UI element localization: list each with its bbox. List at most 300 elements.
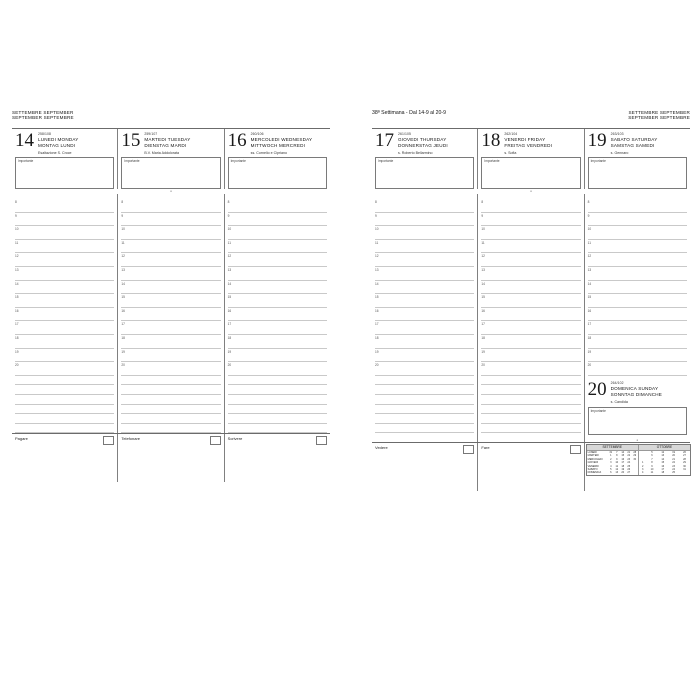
hour-label: 18 [481,335,485,340]
hour-label: 17 [227,322,232,327]
footer-cell-vedere[interactable] [372,443,477,491]
hour-label: 11 [227,240,231,245]
day-names-14-b: MONTAG LUNDI [38,143,76,149]
footer-cell-telefonare[interactable] [117,434,223,482]
hour-row[interactable] [228,267,327,281]
mini-cell: 31 [683,467,686,471]
hour-label: 14 [481,281,485,286]
hour-label: 14 [587,281,592,286]
hours-list-18 [478,199,583,376]
mini-cell: 14 [621,450,625,454]
mini-cell: 11 [650,471,654,475]
footer-label-vedere: Vedere [375,444,388,450]
mini-day-label: LUNEDI [587,450,597,454]
hour-label: 10 [15,227,19,232]
mini-cell: 8 [616,454,618,458]
note-line[interactable] [15,385,114,395]
hour-row[interactable] [375,349,474,363]
hour-row[interactable] [15,362,114,376]
hour-row[interactable] [588,281,687,295]
hour-row[interactable] [588,294,687,308]
hour-label: 15 [15,295,19,300]
hour-row[interactable] [588,321,687,335]
hour-row[interactable] [375,267,474,281]
mini-cell: 19 [621,467,625,471]
notes-lines-16[interactable] [225,376,330,434]
notes-lines-17[interactable] [372,376,477,434]
day-column-17[interactable] [372,129,477,189]
hour-row[interactable] [588,213,687,227]
hour-row[interactable] [15,321,114,335]
mini-day-label: SABATO [587,467,598,471]
mini-cell: 20 [672,454,676,458]
important-label-14: Importante [18,159,34,163]
day-column-14[interactable] [12,129,117,189]
hour-label: 12 [481,254,485,259]
hour-label: 9 [587,213,590,218]
right-day-headers [372,129,690,189]
notes-lines-18[interactable] [478,376,583,434]
left-footer [12,433,330,482]
left-hour-grid [12,194,330,433]
hour-label: 11 [121,240,125,245]
day-names-19-a: SABATO SATURDAY [610,137,658,142]
hour-label: 9 [227,213,230,218]
hour-row[interactable] [375,362,474,376]
hour-row[interactable] [15,213,114,227]
note-line[interactable] [121,414,220,424]
hour-label: 12 [15,254,19,259]
note-line[interactable] [228,405,327,415]
mini-calendar-month-2: OTTOBRE [639,445,690,451]
hour-row[interactable] [375,321,474,335]
mini-cell: 9 [616,457,618,461]
hour-row[interactable] [228,308,327,322]
mini-cell: 30 [683,464,686,468]
mini-day-label: MERCOLEDI [587,457,603,461]
mini-cell: 16 [621,457,625,461]
hour-row[interactable] [481,213,580,227]
hour-row[interactable] [15,199,114,213]
check-icon [570,445,581,454]
mini-cell: 10 [615,461,619,465]
day-names-17-a: GIOVEDI THURSDAY [398,137,447,142]
hour-label: 9 [15,213,17,218]
hour-label: 18 [15,335,19,340]
hour-row[interactable] [588,335,687,349]
mini-calendars [586,444,691,476]
important-label-19: Importante [590,159,606,163]
footer-label-pagare: Pagare [15,436,28,442]
hour-label: 16 [15,308,19,313]
hour-label: 13 [227,267,232,272]
mini-cell: 13 [615,471,619,475]
mini-cell: 12 [615,467,619,471]
notes-lines-14[interactable] [12,376,117,434]
hours-list-15 [118,199,223,376]
hour-row[interactable] [588,226,687,240]
day-names-14-a: LUNEDI MONDAY [38,137,79,142]
day-column-16[interactable] [224,129,330,189]
mini-cell: 26 [683,450,686,454]
hour-row[interactable] [375,308,474,322]
footer-cell-scrivere[interactable] [224,434,330,482]
hour-row[interactable] [15,335,114,349]
left-page [12,110,330,482]
hour-row[interactable] [481,281,580,295]
mini-cell: 26 [627,467,631,471]
mini-cell: 25 [672,471,676,475]
note-line[interactable] [15,405,114,415]
hour-row[interactable] [375,253,474,267]
hour-row[interactable] [375,213,474,227]
hour-label: 17 [587,322,592,327]
hour-row[interactable] [15,253,114,267]
mini-calendar-month-1: SETTEMBRE [587,445,638,451]
hour-label: 17 [15,322,19,327]
day-names-20-b: SONNTAG DIMANCHE [610,392,663,398]
hour-row[interactable] [481,321,580,335]
note-line[interactable] [375,395,474,405]
note-line[interactable] [481,395,580,405]
mini-cell: 8 [651,461,653,465]
mini-cell: 10 [650,467,654,471]
day-saint-17: s. Roberto Bellarmino [398,150,433,155]
hour-row[interactable] [375,226,474,240]
hour-row[interactable] [481,362,580,376]
day-names-18-a: VENERDI FRIDAY [504,137,546,142]
hour-label: 15 [121,295,125,300]
hour-label: 13 [121,267,125,272]
note-line[interactable] [375,385,474,395]
note-line[interactable] [15,376,114,386]
mini-cell: 18 [621,464,625,468]
note-line[interactable] [121,376,220,386]
mini-cell: 23 [672,464,676,468]
mini-cell: 16 [661,464,665,468]
hour-row[interactable] [375,240,474,254]
hour-row[interactable] [228,281,327,295]
hour-label: 8 [227,200,230,204]
note-line[interactable] [375,424,474,434]
hour-label: 18 [587,335,592,340]
mini-cell: 17 [621,461,625,465]
eye-icon [463,445,474,454]
hours-list-16 [225,199,330,376]
hour-label: 13 [587,267,592,272]
note-line[interactable] [375,376,474,386]
hour-label: 16 [121,308,125,313]
note-line[interactable] [228,414,327,424]
note-line[interactable] [481,405,580,415]
hour-row[interactable] [228,294,327,308]
hour-row[interactable] [481,294,580,308]
note-line[interactable] [121,395,220,405]
hour-row[interactable] [481,308,580,322]
hours-column-18[interactable] [477,194,583,442]
mini-cell: 14 [661,457,665,461]
hour-label: 16 [375,308,379,313]
hour-label: 19 [481,349,485,354]
mini-cell: 24 [627,461,631,465]
mini-cell: 18 [661,471,665,475]
hour-row[interactable] [375,199,474,213]
hour-row[interactable] [228,253,327,267]
hour-label: 16 [587,308,592,313]
hour-row[interactable] [121,213,220,227]
mini-cell: 29 [683,461,686,465]
important-label-16: Importante [230,159,246,163]
hour-label: 20 [227,363,232,368]
important-box-14[interactable] [15,157,114,189]
day-names-16-a: MERCOLEDI WEDNESDAY [250,137,313,142]
hour-label: 14 [121,281,125,286]
note-line[interactable] [375,405,474,415]
hour-row[interactable] [15,240,114,254]
hour-label: 17 [375,322,379,327]
note-line[interactable] [15,414,114,424]
mini-cell: 4 [641,471,644,475]
note-line[interactable] [15,424,114,434]
right-center-mark: ● [530,189,532,193]
hour-label: 15 [587,295,592,300]
note-line[interactable] [228,395,327,405]
note-line[interactable] [121,424,220,434]
hour-row[interactable] [15,294,114,308]
note-line[interactable] [228,376,327,386]
day-codes-17: 261/105 [398,132,411,136]
hour-row[interactable] [481,335,580,349]
hour-row[interactable] [588,199,687,213]
phone-icon [210,436,221,445]
hour-row[interactable] [121,240,220,254]
mini-cell: 5 [651,450,653,454]
hour-row[interactable] [121,308,220,322]
note-line[interactable] [375,414,474,424]
hour-row[interactable] [481,253,580,267]
mini-cell: 24 [672,467,676,471]
day-header-17 [372,129,477,155]
note-line[interactable] [228,385,327,395]
sunday-block[interactable] [585,376,690,442]
hour-row[interactable] [588,240,687,254]
hour-row[interactable] [15,349,114,363]
mini-cell: 7 [651,457,653,461]
mini-cell: 28 [683,457,686,461]
hour-row[interactable] [121,226,220,240]
hour-row[interactable] [15,281,114,295]
day-names-15-b: DIENSTAG MARDI [144,143,187,149]
hour-row[interactable] [121,199,220,213]
day-codes-20: 264/102 [610,380,624,385]
mini-day-label: MARTEDI [587,454,599,458]
hour-row[interactable] [228,213,327,227]
hour-row[interactable] [481,226,580,240]
hour-label: 8 [587,200,590,204]
important-box-17[interactable] [375,157,474,189]
hour-row[interactable] [121,335,220,349]
mini-cell: 7 [616,450,618,454]
hour-row[interactable] [15,226,114,240]
hour-label: 14 [227,281,232,286]
hour-label: 20 [481,363,485,368]
hour-row[interactable] [481,240,580,254]
important-box-20[interactable] [588,407,687,435]
mini-cell: 3 [610,461,612,465]
hour-row[interactable] [228,240,327,254]
hour-row[interactable] [375,335,474,349]
day-header-16 [225,129,330,155]
hours-column-15[interactable] [117,194,223,433]
hour-row[interactable] [121,362,220,376]
week-label: 38ª Settimana - Dal 14-9 al 20-9 [372,110,447,116]
hour-label: 13 [481,267,485,272]
hour-row[interactable] [228,321,327,335]
note-line[interactable] [121,405,220,415]
note-line[interactable] [228,424,327,434]
hours-column-14[interactable] [12,194,117,433]
hour-row[interactable] [228,335,327,349]
hour-label: 10 [375,227,379,232]
mini-cell: 27 [627,471,631,475]
hour-row[interactable] [588,253,687,267]
day-codes-18: 262/104 [504,132,518,136]
hour-row[interactable] [121,349,220,363]
left-center-mark: ● [170,189,172,193]
hour-label: 20 [587,363,592,368]
day-column-15[interactable] [117,129,223,189]
note-line[interactable] [481,376,580,386]
important-box-19[interactable] [588,157,687,189]
note-line[interactable] [481,385,580,395]
hour-label: 18 [121,335,125,340]
hour-label: 19 [15,349,19,354]
hour-row[interactable] [228,199,327,213]
mini-cell: 31 [609,450,613,454]
mini-calendars-cell [584,443,690,491]
mini-cell: 3 [641,467,644,471]
hour-row[interactable] [228,362,327,376]
day-saint-16: ss. Cornelio e Cipriano [250,150,288,155]
day-column-19[interactable] [584,129,690,189]
hour-label: 20 [375,363,379,368]
footer-label-telefonare: Telefonare [121,436,141,442]
pen-icon [316,436,327,445]
mini-cell: 22 [672,461,676,465]
note-line[interactable] [481,424,580,434]
hour-label: 11 [587,240,591,245]
hour-label: 14 [375,281,379,286]
hours-column-16[interactable] [224,194,330,433]
mini-cell: 2 [641,464,644,468]
hour-row[interactable] [15,308,114,322]
hours-list-17 [372,199,477,376]
day-codes-14: 258/108 [38,132,51,136]
hour-row[interactable] [588,362,687,376]
note-line[interactable] [481,414,580,424]
hour-row[interactable] [228,349,327,363]
note-line[interactable] [15,395,114,405]
day-column-18[interactable] [477,129,583,189]
mini-calendar-ottobre[interactable] [638,445,690,475]
mini-cell: 21 [627,450,631,454]
mini-cell: 20 [621,471,625,475]
hour-row[interactable] [481,267,580,281]
hour-label: 14 [15,281,19,286]
hour-label: 19 [587,349,592,354]
mini-calendar-settembre[interactable] [587,445,638,475]
mini-cell: 1 [610,454,612,458]
hours-column-19[interactable] [584,194,690,442]
hour-label: 18 [227,335,232,340]
hour-row[interactable] [121,281,220,295]
hour-row[interactable] [15,267,114,281]
hour-label: 12 [375,254,379,259]
mini-cell: 22 [627,454,631,458]
hour-label: 10 [481,227,485,232]
mini-cell: 2 [610,457,612,461]
mini-cell: 21 [672,457,676,461]
hour-row[interactable] [121,267,220,281]
hour-label: 10 [121,227,125,232]
hour-row[interactable] [481,199,580,213]
hour-row[interactable] [375,281,474,295]
hour-label: 13 [375,267,379,272]
day-number-14: 14 [15,130,34,151]
footer-cell-fare[interactable] [477,443,583,491]
hour-label: 10 [227,227,232,232]
hour-row[interactable] [121,321,220,335]
hour-row[interactable] [588,349,687,363]
day-saint-18: s. Sofia [504,150,517,155]
hour-row[interactable] [375,294,474,308]
mini-cell: 9 [651,464,653,468]
hour-row[interactable] [228,226,327,240]
day-header-14 [12,129,117,155]
hour-row[interactable] [588,267,687,281]
hours-list-14 [12,199,117,376]
day-number-19: 19 [587,130,607,151]
day-saint-15: B.V. Maria Addolorata [144,150,179,155]
note-line[interactable] [121,385,220,395]
hour-label: 9 [481,213,484,218]
hour-row[interactable] [121,294,220,308]
hour-label: 8 [121,200,124,204]
day-header-18 [478,129,583,155]
mini-day-label: GIOVEDI [587,461,599,465]
footer-cell-pagare[interactable] [12,434,117,482]
hour-label: 19 [227,349,232,354]
hours-column-17[interactable] [372,194,477,442]
left-header-line-2: SEPTEMBER SEPTEMBRE [12,115,74,121]
hour-label: 12 [587,254,592,259]
important-label-17: Importante [378,159,394,163]
hour-row[interactable] [481,349,580,363]
important-box-15[interactable] [121,157,220,189]
hour-row[interactable] [121,253,220,267]
mini-cell: 30 [633,457,637,461]
day-number-15: 15 [121,130,141,151]
important-box-16[interactable] [228,157,327,189]
important-box-18[interactable] [481,157,580,189]
day-codes-15: 259/107 [144,132,158,136]
left-header-line-1: SETTEMBRE SEPTEMBER [12,110,74,115]
notes-lines-15[interactable] [118,376,223,434]
mini-cell: 13 [661,454,665,458]
mini-day-label: DOMENICA [587,471,602,475]
hour-label: 8 [15,200,17,204]
hour-row[interactable] [588,308,687,322]
